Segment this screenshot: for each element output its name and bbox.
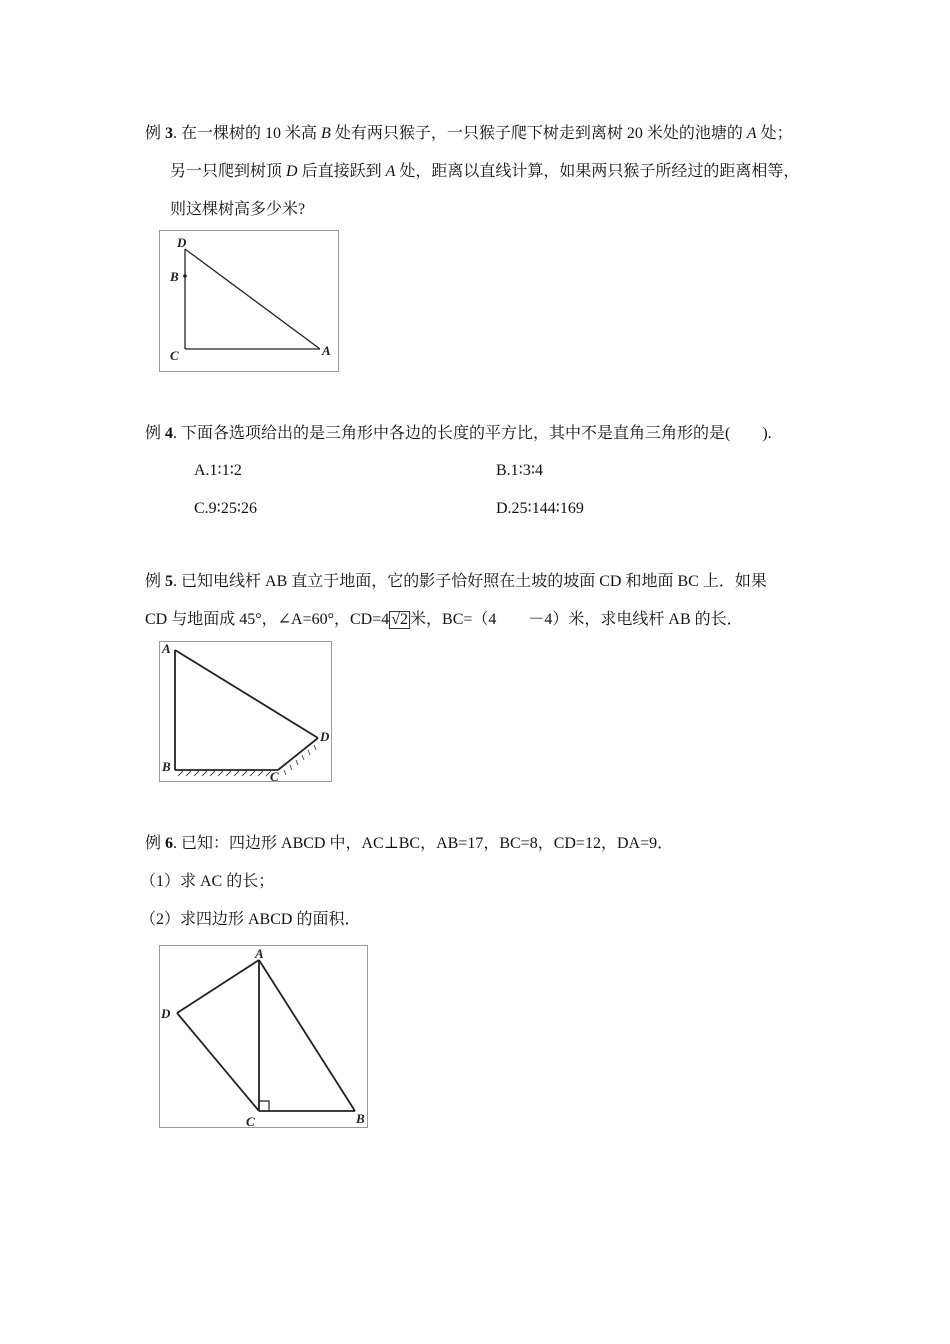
ex6-label-b: B (356, 1111, 365, 1126)
ex6-diagram (160, 946, 369, 1129)
ex3-var-d: D (286, 163, 298, 180)
ex3-line3: 则这棵树高多少米? (170, 201, 306, 218)
ex3-number: 3 (165, 125, 174, 142)
ex6-question-1: （1）求 AC 的长； (140, 873, 275, 890)
ex5-figure (159, 641, 332, 782)
ex3-text-a: . 在一棵树的 10 米高 (173, 125, 322, 142)
ex6-line1 (145, 834, 673, 854)
ex6-figure (159, 945, 368, 1128)
ex4-number: 4 (165, 425, 174, 442)
ex5-number: 5 (165, 573, 174, 590)
ex3-label-b: B (170, 269, 179, 284)
ex6-label: 例 (145, 835, 162, 852)
ex5-sqrt-value: 2 (400, 611, 409, 628)
ex3-line2 (170, 162, 799, 182)
ex4-text: . 下面各选项给出的是三角形中各边的长度的平方比，其中不是直角三角形的是( ). (173, 425, 772, 442)
ex5-sqrt (389, 611, 410, 629)
ex4-line1 (145, 424, 772, 444)
ex3-label-c: C (170, 348, 179, 363)
ex3-text-b: 处有两只猴子，一只猴子爬下树走到离树 20 米处的池塘的 (330, 125, 747, 142)
ex3-text-e: 后直接跃到 (297, 163, 386, 180)
ex6-number: 6 (165, 835, 174, 852)
ex4-option-d: D.25∶144∶169 (496, 500, 584, 517)
ex3-label: 例 (145, 125, 162, 142)
ex3-label-d: D (177, 235, 187, 250)
ex5-label-c: C (270, 769, 279, 783)
ex3-line1 (145, 124, 793, 144)
ex6-label-c: C (246, 1114, 255, 1129)
ex5-radical: √ (391, 611, 401, 628)
ex5-text-b: CD 与地面成 45°，∠A=60°，CD=4 (145, 611, 390, 628)
ex3-text-f: 处，距离以直线计算，如果两只猴子所经过的距离相等， (395, 163, 800, 180)
ex3-var-a: A (746, 125, 757, 142)
ex5-label: 例 (145, 573, 162, 590)
ex3-diagram (160, 231, 340, 373)
ex6-question-2: （2）求四边形 ABCD 的面积． (140, 911, 361, 928)
ex5-text-c: 米，BC=（4 －4）米，求电线杆 AB 的长． (410, 611, 743, 628)
ex3-text-c: 处； (756, 125, 793, 142)
ex5-label-d: D (320, 729, 330, 744)
ex5-label-b: B (162, 759, 171, 774)
ex4-option-c: C.9∶25∶26 (194, 500, 257, 517)
ex5-diagram (160, 642, 333, 783)
ex3-var-a2: A (385, 163, 396, 180)
ex5-text-a: . 已知电线杆 AB 直立于地面，它的影子恰好照在土坡的坡面 CD 和地面 BC 上．如果 (173, 573, 767, 590)
ex3-label-a: A (322, 343, 331, 358)
ex3-figure (159, 230, 339, 372)
ex3-var-b: B (321, 125, 331, 142)
ex4-label: 例 (145, 425, 162, 442)
ex5-line1 (145, 572, 767, 592)
ex6-label-a: A (255, 946, 264, 961)
ex4-option-a: A.1∶1∶2 (194, 462, 242, 479)
ex5-line2 (145, 610, 743, 630)
ex4-option-b: B.1∶3∶4 (496, 462, 543, 479)
ex6-text: . 已知：四边形 ABCD 中，AC⊥BC，AB=17，BC=8，CD=12，DA=9． (173, 835, 674, 852)
ex3-text-d: 另一只爬到树顶 (170, 163, 287, 180)
ex6-label-d: D (161, 1006, 171, 1021)
ex5-label-a: A (162, 642, 171, 656)
